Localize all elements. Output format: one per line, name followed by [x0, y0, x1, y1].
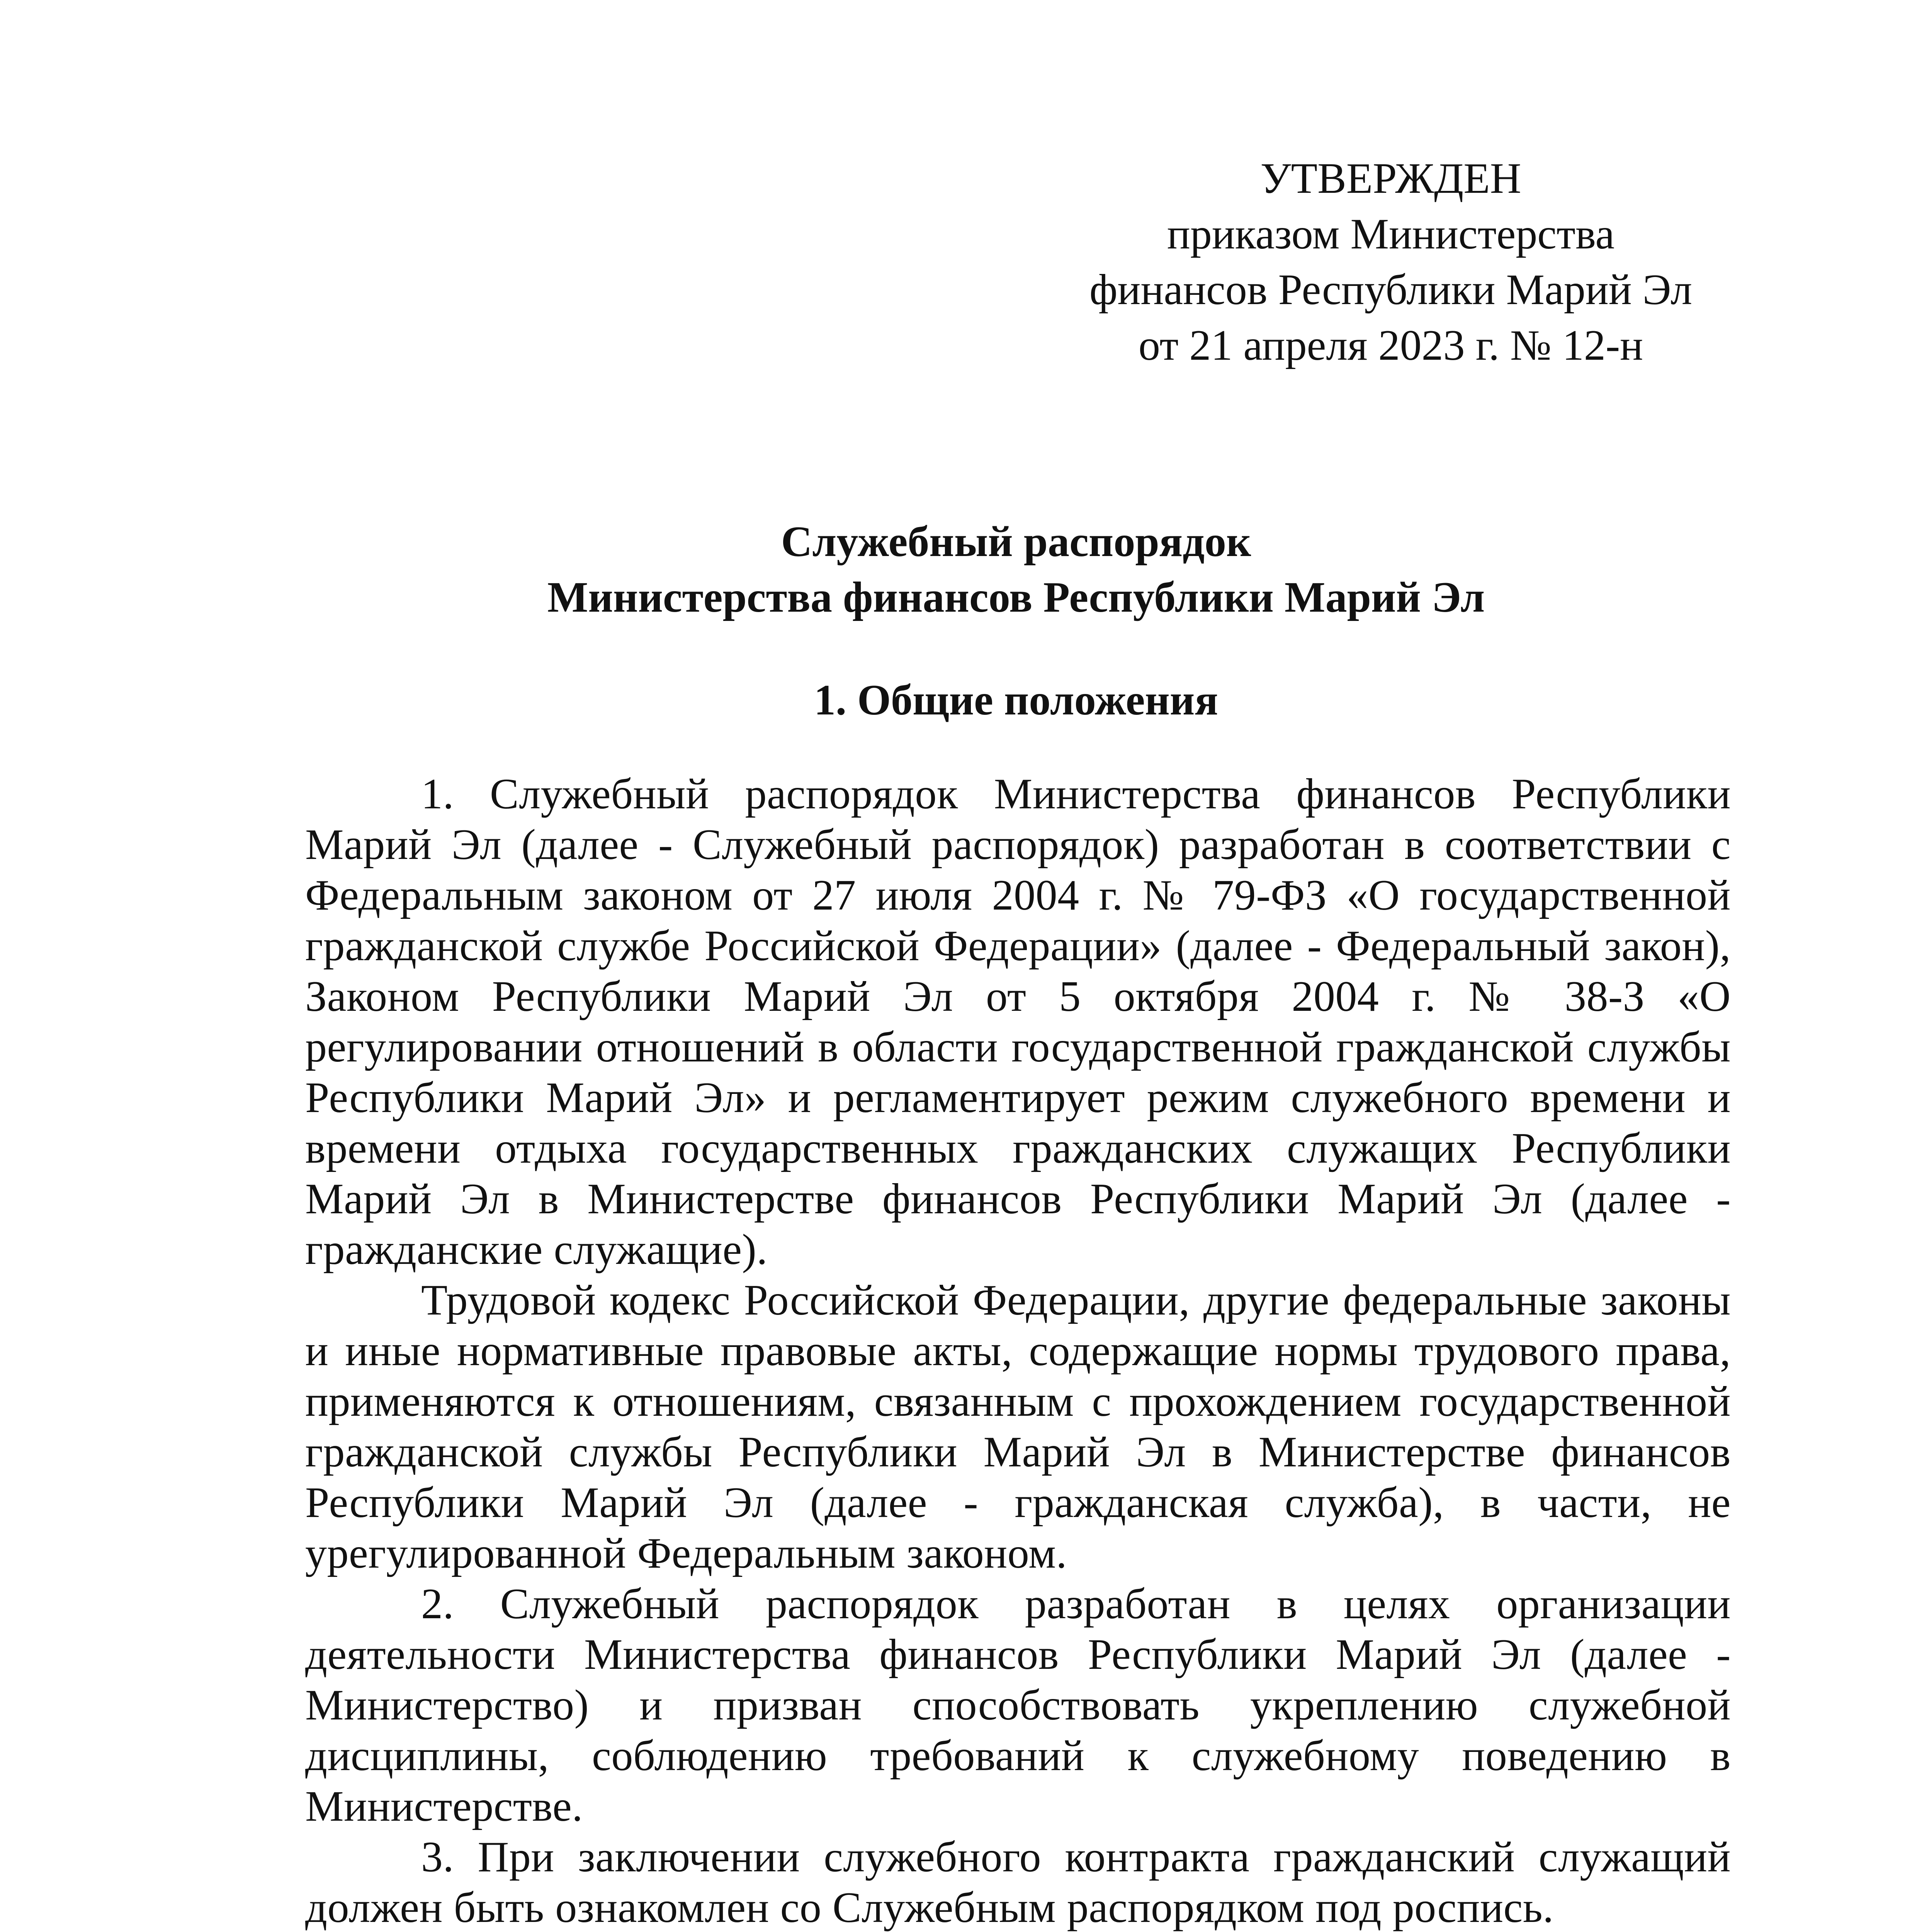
approval-line-4: от 21 апреля 2023 г. № 12-н — [1138, 321, 1643, 369]
paragraph: 3. При заключении служебного контракта гражданский служащий должен быть ознакомлен со Служебным распорядком под роспись. — [305, 1833, 1731, 1932]
title-line-1: Служебный распорядок — [781, 518, 1251, 566]
approval-line-1: УТВЕРЖДЕН — [1260, 155, 1521, 202]
paragraph: Трудовой кодекс Российской Федерации, другие федеральные законы и иные нормативные правовые акты, содержащие нормы трудового права, применяются к отношениям, связанным с прохождением государственной гражданской службы Республики Марий Эл в Министерстве финансов Республики Марий Эл (далее - гражданская служба), в части, не урегулированной Федеральным законом. — [305, 1276, 1731, 1577]
approval-stamp — [1043, 151, 1739, 373]
paragraph: 1. Служебный распорядок Министерства финансов Республики Марий Эл (далее - Служебный распорядок) разработан в соответствии с Федеральным законом от 27 июля 2004 г. № 79-ФЗ «О государственной гражданской службе Российской Федерации» (далее - Федеральный закон), Законом Республики Марий Эл от 5 октября 2004 г. № 38-З «О регулировании отношений в области государственной гражданской службы Республики Марий Эл» и регламентирует режим служебного времени и времени отдыха государственных гражданских служащих Республики Марий Эл в Министерстве финансов Республики Марий Эл (далее - гражданские служащие). — [305, 770, 1731, 1274]
approval-line-3: финансов Республики Марий Эл — [1089, 266, 1693, 314]
title-line-2: Министерства финансов Республики Марий Эл — [547, 573, 1485, 621]
paragraph: 2. Служебный распорядок разработан в целях организации деятельности Министерства финансов Республики Марий Эл (далее - Министерство) и призван способствовать укреплению служебной дисциплины, соблюдению требований к служебному поведению в Министерстве. — [305, 1580, 1731, 1830]
section-1-heading: 1. Общие положения — [814, 676, 1219, 724]
approval-line-2: приказом Министерства — [1167, 210, 1615, 258]
document-title — [301, 514, 1731, 625]
section-1-body — [305, 769, 1731, 1932]
